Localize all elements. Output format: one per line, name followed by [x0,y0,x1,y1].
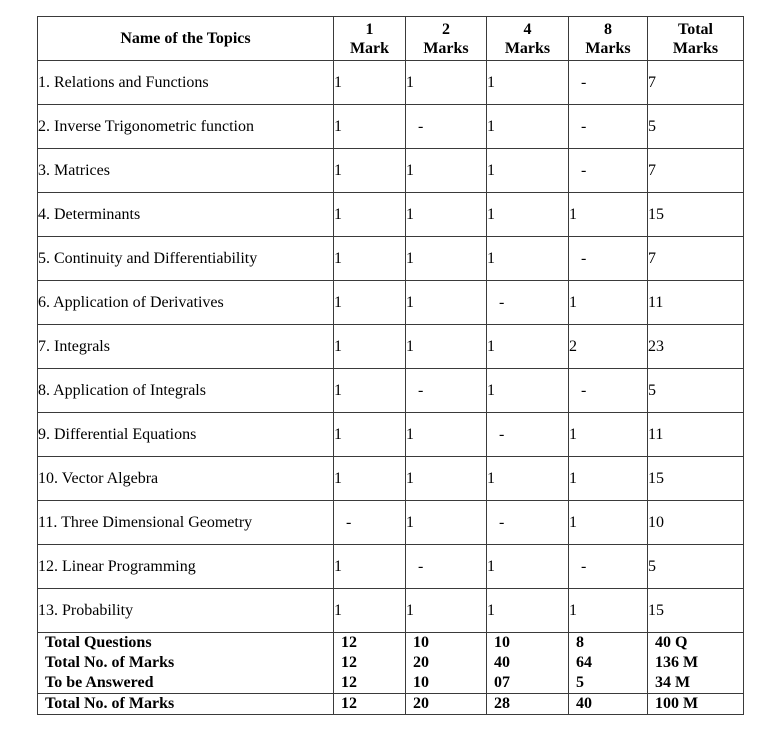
topic-name: 3. Matrices [38,149,334,193]
summary-value: 64 [576,654,592,671]
table-row [38,149,744,193]
cell-m1: 1 [334,149,406,193]
cell-m4: 1 [487,325,569,369]
cell-total: 5 [648,369,744,413]
summary-value: 20 [406,694,487,715]
cell-m4: 1 [487,237,569,281]
cell-m1: 1 [334,369,406,413]
topic-name: 13. Probability [38,589,334,633]
table-row [38,589,744,633]
header-col-total-marks [648,17,744,61]
header-unit: Marks [672,39,719,57]
summary-value: 5 [576,674,584,691]
summary-value: 10 [413,634,429,651]
topic-name: 12. Linear Programming [38,545,334,589]
cell-m2: 1 [406,325,487,369]
cell-total: 10 [648,501,744,545]
cell-total: 15 [648,589,744,633]
summary-value: 34 M [655,674,691,691]
header-col-1-mark [334,17,406,61]
summary-value: 40 [494,654,510,671]
header-col-2-marks [406,17,487,61]
summary-m8 [569,633,648,694]
summary-value: 07 [494,674,510,691]
cell-total: 23 [648,325,744,369]
cell-m2: 1 [406,61,487,105]
cell-m1: 1 [334,545,406,589]
cell-m8: - [569,237,648,281]
cell-m2: 1 [406,281,487,325]
header-num: 8 [604,20,612,38]
table-row [38,545,744,589]
cell-m1: 1 [334,61,406,105]
cell-m2: 1 [406,413,487,457]
summary-value: 12 [341,634,357,651]
cell-m2: 1 [406,149,487,193]
cell-total: 7 [648,237,744,281]
header-col-8-marks [569,17,648,61]
topic-name: 2. Inverse Trigonometric function [38,105,334,149]
topic-rows [38,61,744,633]
cell-total: 5 [648,545,744,589]
cell-m2: 1 [406,237,487,281]
table-row [38,325,744,369]
cell-m1: - [334,501,406,545]
table-row [38,193,744,237]
summary-value: 28 [487,694,569,715]
cell-m1: 1 [334,281,406,325]
cell-m8: - [569,369,648,413]
topic-name: 4. Determinants [38,193,334,237]
cell-m1: 1 [334,193,406,237]
header-unit: Marks [423,39,469,57]
summary-m4 [487,633,569,694]
header-unit: Marks [504,39,551,57]
cell-m1: 1 [334,589,406,633]
summary-final-row [38,694,744,715]
cell-m4: 1 [487,589,569,633]
header-unit: Marks [585,39,631,57]
header-num: Total [678,20,713,38]
cell-total: 11 [648,281,744,325]
table-row [38,105,744,149]
table-row [38,61,744,105]
summary-value: 12 [341,654,357,671]
table-row [38,413,744,457]
cell-m8: 1 [569,413,648,457]
summary-value: 40 [569,694,648,715]
table-row [38,369,744,413]
summary-total [648,633,744,694]
summary-label: Total No. of Marks [38,694,334,715]
cell-m2: 1 [406,501,487,545]
topic-name: 8. Application of Integrals [38,369,334,413]
cell-total: 15 [648,457,744,501]
topic-name: 5. Continuity and Differentiability [38,237,334,281]
summary-value: 8 [576,634,584,651]
cell-m4: - [487,413,569,457]
summary-label: Total Questions [45,634,152,651]
summary-label: Total No. of Marks [45,654,175,671]
header-topic: Name of the Topics [38,17,334,61]
summary-value: 10 [494,634,510,651]
cell-m8: - [569,61,648,105]
cell-m1: 1 [334,413,406,457]
summary-value: 40 Q [655,634,688,651]
header-num: 4 [523,20,532,38]
cell-m4: 1 [487,369,569,413]
cell-total: 7 [648,61,744,105]
topic-name: 7. Integrals [38,325,334,369]
summary-m2 [406,633,487,694]
topic-name: 6. Application of Derivatives [38,281,334,325]
summary-value: 20 [413,654,429,671]
cell-m2: 1 [406,589,487,633]
header-row [38,17,744,61]
summary-value: 100 M [648,694,744,715]
header-num: 2 [442,20,450,38]
cell-m4: - [487,501,569,545]
cell-m4: 1 [487,193,569,237]
summary-value: 10 [413,674,429,691]
cell-m2: - [406,545,487,589]
cell-m4: 1 [487,149,569,193]
summary-labels [38,633,334,694]
summary-value: 12 [341,674,357,691]
header-unit: Mark [349,39,390,57]
cell-m1: 1 [334,105,406,149]
summary-value: 12 [334,694,406,715]
summary-value: 136 M [655,654,699,671]
cell-m1: 1 [334,237,406,281]
table-row [38,281,744,325]
cell-m8: 1 [569,457,648,501]
cell-m2: 1 [406,193,487,237]
cell-total: 15 [648,193,744,237]
topic-name: 10. Vector Algebra [38,457,334,501]
cell-m8: 1 [569,193,648,237]
table-row [38,501,744,545]
cell-m4: 1 [487,61,569,105]
summary-label: To be Answered [45,674,154,691]
header-num: 1 [365,20,374,38]
cell-total: 5 [648,105,744,149]
cell-m4: 1 [487,545,569,589]
topic-name: 9. Differential Equations [38,413,334,457]
cell-m4: - [487,281,569,325]
cell-m8: - [569,149,648,193]
cell-total: 11 [648,413,744,457]
cell-m8: - [569,545,648,589]
cell-m2: - [406,369,487,413]
table-row [38,237,744,281]
cell-m4: 1 [487,457,569,501]
cell-total: 7 [648,149,744,193]
summary-row [38,633,744,694]
cell-m8: 1 [569,589,648,633]
cell-m8: 1 [569,281,648,325]
topic-name: 11. Three Dimensional Geometry [38,501,334,545]
summary-block [38,633,744,715]
cell-m1: 1 [334,457,406,501]
cell-m8: 2 [569,325,648,369]
summary-m1 [334,633,406,694]
cell-m8: 1 [569,501,648,545]
cell-m4: 1 [487,105,569,149]
cell-m8: - [569,105,648,149]
topic-name: 1. Relations and Functions [38,61,334,105]
header-col-4-marks [487,17,569,61]
cell-m1: 1 [334,325,406,369]
cell-m2: - [406,105,487,149]
cell-m2: 1 [406,457,487,501]
table-row [38,457,744,501]
marks-distribution-table [37,16,744,715]
